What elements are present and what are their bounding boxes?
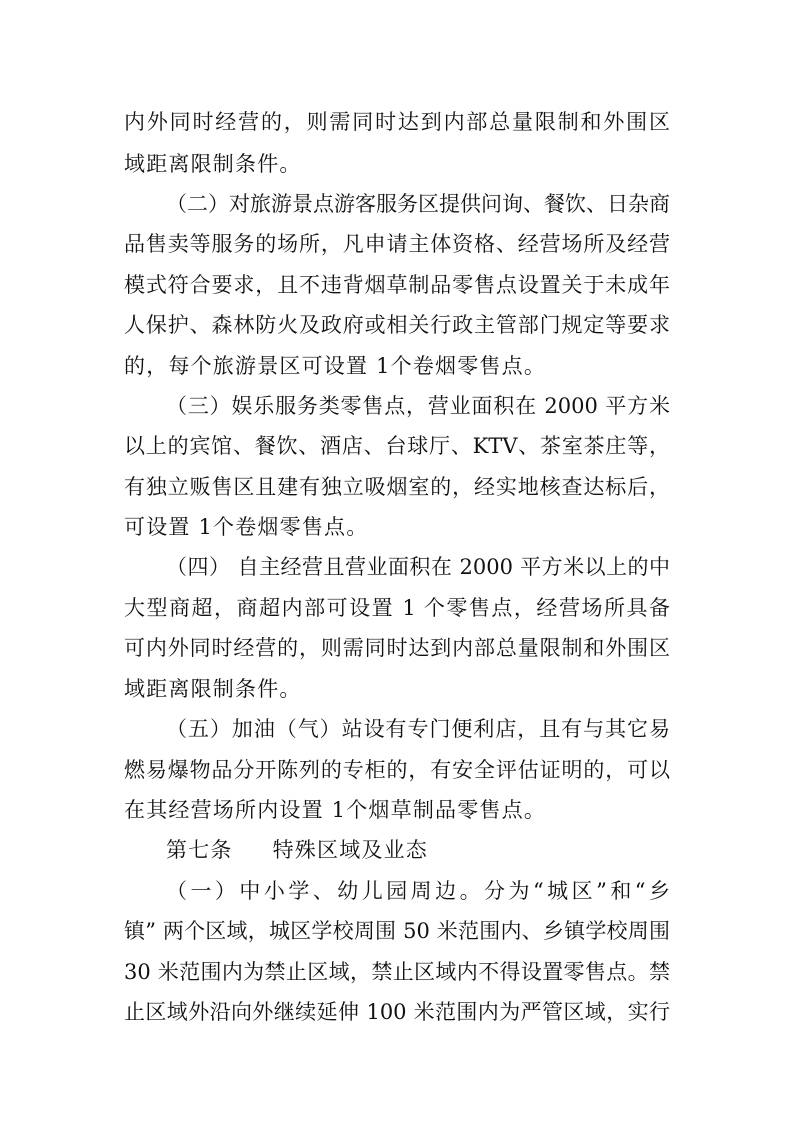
text-line: 在其经营场所内设置 1个烟草制品零售点。 [124,798,547,822]
text-line: 镇” 两个区域，城区学校周围 50 米范围内、乡镇学校周围 [124,919,670,943]
text-line: 止区域外沿向外继续延伸 100 米范围内为严管区域，实行 [124,1000,670,1024]
paragraph-start-line: （四） 自主经营且营业面积在 2000 平方米以上的中 [166,555,670,579]
text-line: 30 米范围内为禁止区域，禁止区域内不得设置零售点。禁 [124,960,670,984]
text-line: 的，每个旅游景区可设置 1个卷烟零售点。 [124,354,547,378]
article-number: 第七条 [166,838,233,862]
text-line: 人保护、森林防火及政府或相关行政主管部门规定等要求 [124,313,670,337]
text-line: 内外同时经营的，则需同时达到内部总量限制和外围区 [124,110,670,134]
paragraph-start-line: （三）娱乐服务类零售点，营业面积在 2000 平方米 [166,394,670,418]
text-line: 域距离限制条件。 [124,677,302,701]
text-line: 有独立贩售区且建有独立吸烟室的，经实地核查达标后， [124,475,670,499]
text-line: 域距离限制条件。 [124,152,302,176]
text-line: 以上的宾馆、餐饮、酒店、台球厅、KTV、茶室茶庄等， [124,434,670,458]
article-title: 特殊区域及业态 [272,838,429,862]
text-line: 可内外同时经营的，则需同时达到内部总量限制和外围区 [124,636,670,660]
text-line: 燃易爆物品分开陈列的专柜的，有安全评估证明的，可以 [124,758,670,782]
text-line: 大型商超，商超内部可设置 1 个零售点，经营场所具备 [124,596,670,620]
text-line: 品售卖等服务的场所，凡申请主体资格、经营场所及经营 [124,232,670,256]
text-line: 模式符合要求，且不违背烟草制品零售点设置关于未成年 [124,273,670,297]
text-line: 可设置 1个卷烟零售点。 [124,515,369,539]
article-heading [166,836,670,864]
paragraph-start-line: （一）中小学、幼儿园周边。分为“城区”和“乡 [166,879,670,903]
paragraph-start-line: （二）对旅游景点游客服务区提供问询、餐饮、日杂商 [166,192,670,216]
paragraph-start-line: （五）加油（气）站设有专门便利店，且有与其它易 [166,717,670,741]
